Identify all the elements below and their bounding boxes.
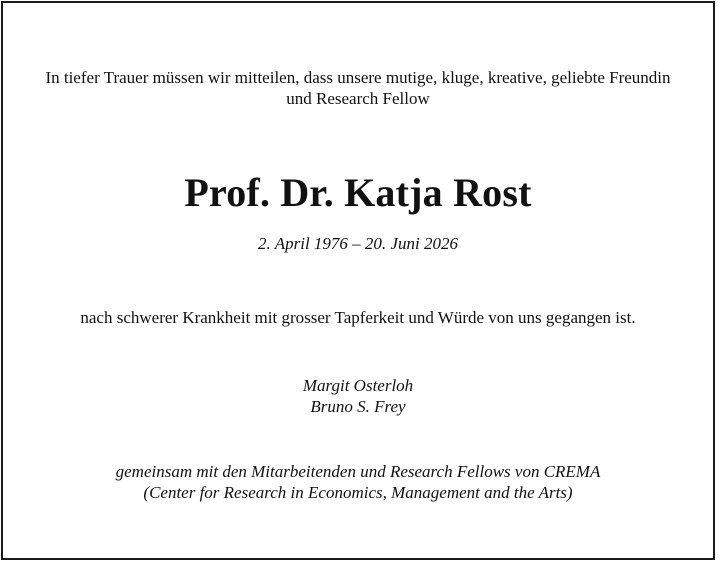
intro-text — [3, 67, 713, 109]
intro-line-2: und Research Fellow — [286, 89, 430, 108]
signer-name: Bruno S. Frey — [310, 397, 406, 416]
intro-line-1: In tiefer Trauer müssen wir mitteilen, dass unsere mutige, kluge, kreative, geliebte Freundin — [45, 68, 671, 87]
organization-line-2: (Center for Research in Economics, Management and the Arts) — [143, 483, 573, 502]
signers-list — [3, 375, 713, 417]
signer-name: Margit Osterloh — [302, 376, 414, 395]
obituary-notice — [1, 1, 715, 560]
passing-message: nach schwerer Krankheit mit grosser Tapferkeit und Würde von uns gegangen ist. — [80, 308, 636, 327]
deceased-name: Prof. Dr. Katja Rost — [184, 170, 532, 215]
organization-text — [3, 461, 713, 503]
life-dates: 2. April 1976 – 20. Juni 2026 — [258, 234, 458, 253]
organization-line-1: gemeinsam mit den Mitarbeitenden und Research Fellows von CREMA — [115, 462, 601, 481]
